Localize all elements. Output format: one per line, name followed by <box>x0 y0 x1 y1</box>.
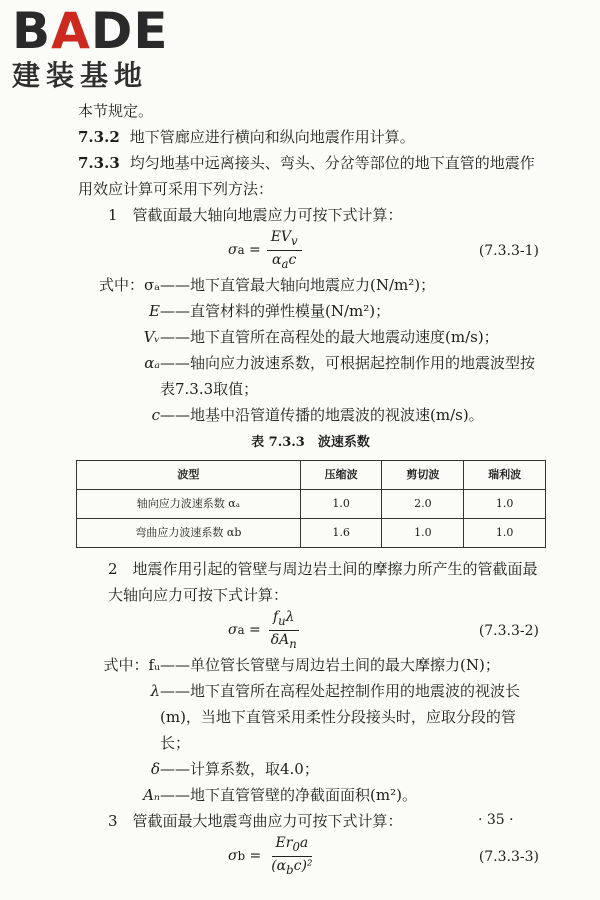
fraction <box>267 834 316 879</box>
numerator-sub: u <box>278 613 286 628</box>
table-cell: 1.0 <box>464 519 546 548</box>
where-symbol: c <box>151 406 160 424</box>
table-cell: 2.0 <box>382 490 464 519</box>
table-header-cell: 波型 <box>77 461 301 490</box>
where-symbol: 式中：fᵤ <box>103 656 160 674</box>
section-number: 7.3.3 <box>78 154 120 172</box>
item-1: 1 管截面最大轴向地震应力可按下式计算： <box>108 206 403 224</box>
denominator <box>267 631 301 653</box>
table-row <box>77 519 546 548</box>
formula-lhs-sub: a <box>237 623 245 637</box>
denominator-tail: c)² <box>293 857 313 874</box>
denominator-sub: n <box>289 636 297 651</box>
formula-lhs: σ <box>228 848 238 864</box>
where-text: ——轴向应力波速系数，可根据起控制作用的地震波型按表7.3.3取值； <box>160 354 536 398</box>
table-cell: 弯曲应力波速系数 αb <box>77 519 301 548</box>
where-item <box>78 272 543 298</box>
formula-lhs: σ <box>228 242 238 258</box>
where-item <box>78 652 543 678</box>
table-title: 表 7.3.3 波速系数 <box>251 435 370 450</box>
denominator-tail: c <box>288 251 297 268</box>
where-text: ——地下直管所在高程处起控制作用的地震波的视波长(m)，当地下直管采用柔性分段接头时，应取分段的管长； <box>160 682 521 752</box>
numerator-tail: λ <box>285 608 295 625</box>
where-item <box>78 298 543 324</box>
where-text: ——地下直管所在高程处的最大地震动速度(m/s)； <box>160 328 499 346</box>
wave-coefficient-table <box>76 460 546 548</box>
where-symbol: E <box>149 302 160 320</box>
numerator <box>272 834 313 857</box>
table-cell: 1.0 <box>464 490 546 519</box>
where-item <box>78 782 543 808</box>
where-item <box>78 756 543 782</box>
denominator <box>268 251 300 273</box>
logo-letter-a: A <box>51 2 91 60</box>
formula-7-3-3-1 <box>78 228 543 272</box>
where-list-1 <box>78 272 543 428</box>
where-symbol: Vᵥ <box>143 328 160 346</box>
denominator-sub: a <box>281 256 289 271</box>
formula-7-3-3-3 <box>78 834 543 878</box>
numerator-text: Er <box>275 834 293 851</box>
denominator-sub: b <box>286 862 294 877</box>
equation-number: (7.3.3-3) <box>478 849 539 865</box>
table-header-cell: 剪切波 <box>382 461 464 490</box>
formula-expression: σ b = $\frac{Er_0a}{(\alpha_bc)^2}$ <box>228 834 317 878</box>
item-3: 3 管截面最大地震弯曲应力可按下式计算： <box>108 812 403 830</box>
numerator-sub: 0 <box>292 839 300 854</box>
denominator-text: δA <box>270 631 290 648</box>
table-cell: 1.0 <box>382 519 464 548</box>
where-symbol: Aₙ <box>143 786 160 804</box>
where-list-2 <box>78 652 543 808</box>
numerator <box>269 608 299 631</box>
numerator-text: f <box>272 608 279 625</box>
logo-letters-rest: DE <box>90 2 169 60</box>
logo-wordmark <box>12 2 192 60</box>
document-page <box>78 98 543 878</box>
equation-number: (7.3.3-2) <box>478 623 539 639</box>
where-text: ——地下直管最大轴向地震应力(N/m²)； <box>160 276 436 294</box>
numerator-text: EV <box>270 228 292 245</box>
denominator-text: α <box>272 251 282 268</box>
table-cell: 轴向应力波速系数 αₐ <box>77 490 301 519</box>
numerator-sub: v <box>291 233 298 248</box>
numerator <box>267 228 302 251</box>
where-item <box>78 678 543 756</box>
logo-letter-b: B <box>12 2 52 60</box>
logo-tagline: 建装基地 <box>12 59 149 92</box>
table-cell: 1.6 <box>300 519 382 548</box>
section-text: 均匀地基中远离接头、弯头、分岔等部位的地下直管的地震作用效应计算可采用下列方法： <box>78 154 535 198</box>
formula-lhs: σ <box>228 622 238 638</box>
equation-number: (7.3.3-1) <box>478 243 539 259</box>
formula-expression: σ a = $\frac{EV_v}{\alpha_ac}$ <box>228 228 302 272</box>
numerator-tail: a <box>299 834 309 851</box>
table-header-row <box>77 461 546 490</box>
formula-lhs-sub: a <box>237 243 245 257</box>
where-text: ——地基中沿管道传播的地震波的视波速(m/s)。 <box>160 406 484 424</box>
where-item <box>78 402 543 428</box>
formula-expression: σ a = $\frac{f_u\lambda}{\delta A_n}$ <box>228 608 301 652</box>
section-text: 地下管廊应进行横向和纵向地震作用计算。 <box>129 128 415 146</box>
denominator <box>267 857 316 879</box>
table-row <box>77 490 546 519</box>
where-symbol: λ <box>150 682 160 700</box>
section-7-3-2 <box>78 124 543 150</box>
table-header-cell: 瑞利波 <box>464 461 546 490</box>
intro-line: 本节规定。 <box>78 102 154 120</box>
formula-7-3-3-2 <box>78 608 543 652</box>
where-text: ——直管材料的弹性模量(N/m²)； <box>160 302 391 320</box>
where-text: ——计算系数，取4.0； <box>160 760 319 778</box>
fraction <box>267 228 302 273</box>
table-cell: 1.0 <box>300 490 382 519</box>
item-2: 2 地震作用引起的管壁与周边岩土间的摩擦力所产生的管截面最大轴向应力可按下式计算： <box>108 560 538 604</box>
where-symbol: αₐ <box>144 354 160 372</box>
where-item <box>78 350 543 402</box>
section-number: 7.3.2 <box>78 128 120 146</box>
table-header-cell: 压缩波 <box>300 461 382 490</box>
fraction <box>267 608 301 653</box>
page-number: · 35 · <box>478 812 514 828</box>
bade-logo <box>12 2 192 92</box>
where-text: ——地下直管管壁的净截面面积(m²)。 <box>160 786 417 804</box>
where-symbol: 式中：σₐ <box>98 276 160 294</box>
section-7-3-3 <box>78 150 543 202</box>
formula-lhs-sub: b <box>237 849 246 863</box>
denominator-text: (α <box>271 857 287 874</box>
where-text: ——单位管长管壁与周边岩土间的最大摩擦力(N)； <box>160 656 500 674</box>
where-item <box>78 324 543 350</box>
where-symbol: δ <box>150 760 160 778</box>
